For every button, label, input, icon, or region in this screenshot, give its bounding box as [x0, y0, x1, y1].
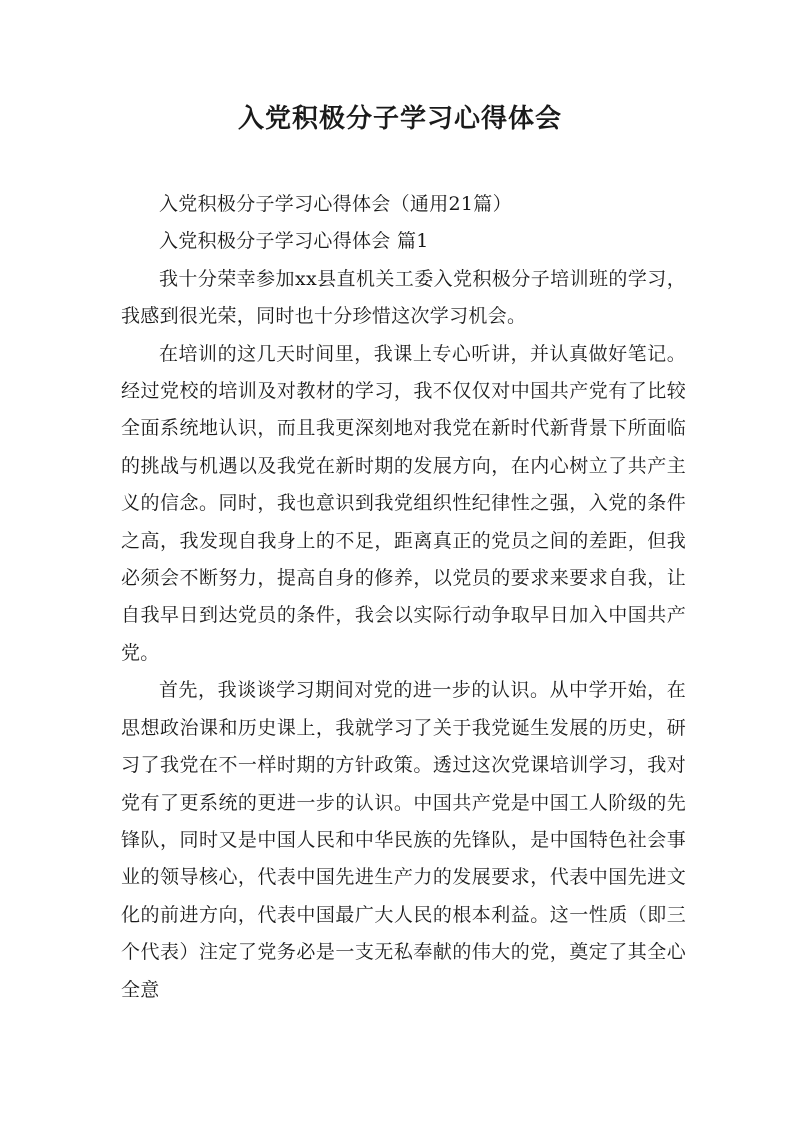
body-paragraph: 首先，我谈谈学习期间对党的进一步的认识。从中学开始，在思想政治课和历史课上，我就学习了关于我党诞生发展的历史，研习了我党在不一样时期的方针政策。透过这次党课培训学习，我对党有了更系统的更进一步的认识。中国共产党是中国工人阶级的先锋队，同时又是中国人民和中华民族的先锋队，是中国特色社会事业的领导核心，代表中国先进生产力的发展要求，代表中国先进文化的前进方向，代表中国最广大人民的根本利益。这一性质（即三个代表）注定了党务必是一支无私奉献的伟大的党，奠定了其全心全意: [121, 679, 686, 1001]
document-subtitle: 入党积极分子学习心得体会（通用21篇）: [159, 193, 512, 215]
body-paragraph: 在培训的这几天时间里，我课上专心听讲，并认真做好笔记。经过党校的培训及对教材的学习，我不仅仅对中国共产党有了比较全面系统地认识，而且我更深刻地对我党在新时代新背景下所面临的挑战与机遇以及我党在新时期的发展方向，在内心树立了共产主义的信念。同时，我也意识到我党组织性纪律性之强，入党的条件之高，我发现自我身上的不足，距离真正的党员之间的差距，但我必须会不断努力，提高自身的修养，以党员的要求来要求自我，让自我早日到达党员的条件，我会以实际行动争取早日加入中国共产党。: [121, 342, 686, 664]
document-title: 入党积极分子学习心得体会: [237, 104, 562, 134]
document-body: [121, 186, 686, 1009]
body-paragraph: 我十分荣幸参加xx县直机关工委入党积极分子培训班的学习，我感到很光荣，同时也十分珍惜这次学习机会。: [121, 267, 686, 328]
section-heading: 入党积极分子学习心得体会 篇1: [159, 230, 429, 253]
